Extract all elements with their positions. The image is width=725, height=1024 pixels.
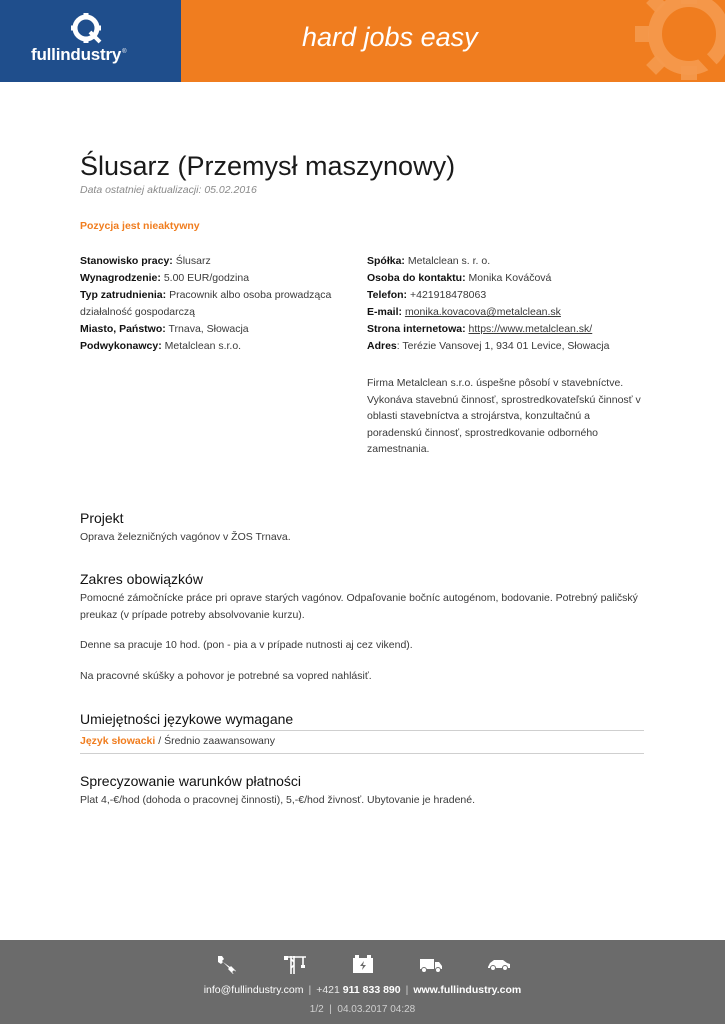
job-details-left bbox=[80, 253, 367, 458]
section-paragraph: Pomocné zámočnícke práce pri oprave starých vagónov. Odpaľovanie bočníc autogénom, bodovanie. Potrebný paličský preukaz (v prípade potreby absolvovanie kurzu). bbox=[80, 592, 638, 621]
detail-salary: Wynagrodzenie: 5.00 EUR/godzina bbox=[80, 272, 250, 284]
slogan: hard jobs easy bbox=[302, 22, 478, 52]
logo-text: fullindustry® bbox=[31, 45, 127, 64]
language-name: Język słowacki bbox=[80, 735, 156, 747]
job-content bbox=[80, 150, 644, 809]
company-description: Firma Metalclean s.r.o. úspešne pôsobí v stavebníctve. Vykonáva stavebnú činnosť, sprostredkovateľskú činnosť v oblasti stavebníctva a strojárstva, konzultačnú a poradenskú činnosť, sprostredkovanie odborného zamestnania. bbox=[367, 377, 641, 455]
section-duties bbox=[80, 571, 644, 684]
detail-position: Stanowisko pracy: Ślusarz bbox=[80, 255, 211, 267]
section-heading: Projekt bbox=[80, 509, 124, 526]
detail-email: E-mail: monika.kovacova@metalclean.sk bbox=[367, 306, 561, 318]
car-icon bbox=[486, 953, 512, 975]
section-heading: Umiejętności językowe wymagane bbox=[80, 711, 294, 727]
detail-location: Miasto, Państwo: Trnava, Słowacja bbox=[80, 323, 249, 335]
truck-icon bbox=[418, 953, 444, 975]
detail-subcontractor: Podwykonawcy: Metalclean s.r.o. bbox=[80, 340, 242, 352]
status-badge: Pozycja jest nieaktywny bbox=[80, 220, 200, 232]
page-title: Ślusarz (Przemysł maszynowy) bbox=[80, 151, 456, 181]
page-info: 1/2 | 04.03.2017 04:28 bbox=[309, 1004, 416, 1015]
detail-contact-person: Osoba do kontaktu: Monika Kováčová bbox=[367, 272, 552, 284]
detail-website: Strona internetowa: https://www.metalclean.sk/ bbox=[367, 323, 593, 335]
gear-watermark-icon bbox=[615, 0, 725, 82]
section-heading: Zakres obowiązków bbox=[80, 571, 203, 587]
logo-gear-icon bbox=[70, 12, 102, 44]
crane-icon bbox=[282, 953, 308, 975]
wrench-icon bbox=[214, 953, 240, 975]
section-heading: Sprecyzowanie warunków płatności bbox=[80, 773, 301, 789]
detail-phone: Telefon: +421918478063 bbox=[367, 289, 487, 301]
brand-logo[interactable] bbox=[0, 0, 181, 82]
footer-email-link[interactable]: info@fullindustry.com bbox=[203, 984, 304, 996]
section-languages bbox=[80, 711, 644, 754]
footer-icons bbox=[0, 953, 725, 975]
job-details-right bbox=[367, 253, 644, 458]
page-header bbox=[0, 0, 725, 82]
section-paragraph: Na pracovné skúšky a pohovor je potrebné sa vopred nahlásiť. bbox=[80, 669, 372, 682]
footer-phone: 911 833 890 bbox=[342, 984, 401, 996]
detail-address: Adres: Terézie Vansovej 1, 934 01 Levice, Słowacja bbox=[367, 340, 610, 352]
battery-icon bbox=[350, 953, 376, 975]
language-row: Język słowacki / Średnio zaawansowany bbox=[80, 730, 644, 754]
job-details bbox=[80, 253, 644, 458]
website-link[interactable]: https://www.metalclean.sk/ bbox=[468, 323, 593, 335]
section-payment bbox=[80, 773, 644, 809]
section-project bbox=[80, 510, 644, 546]
section-paragraph: Denne sa pracuje 10 hod. (pon - pia a v prípade nutnosti aj cez vikend). bbox=[80, 639, 413, 651]
section-text: Plat 4,-€/hod (dohoda o pracovnej činnosti), 5,-€/hod živnosť. Ubytovanie je hradené. bbox=[80, 794, 476, 806]
email-link[interactable]: monika.kovacova@metalclean.sk bbox=[404, 306, 561, 318]
detail-company: Spółka: Metalclean s. r. o. bbox=[367, 255, 491, 267]
footer-website-link[interactable]: www.fullindustry.com bbox=[413, 984, 522, 996]
header-band bbox=[181, 0, 725, 82]
footer-contact: info@fullindustry.com | +421 911 833 890 | www.fullindustry.com bbox=[203, 984, 522, 996]
language-level: Średnio zaawansowany bbox=[164, 735, 275, 747]
last-updated: Data ostatniej aktualizacji: 05.02.2016 bbox=[80, 184, 257, 196]
section-text: Oprava železničných vagónov v ŽOS Trnava. bbox=[80, 530, 291, 543]
page-footer bbox=[0, 940, 725, 1024]
detail-employment-type: Typ zatrudnienia: Pracownik albo osoba prowadząca działalność gospodarczą bbox=[80, 289, 332, 318]
